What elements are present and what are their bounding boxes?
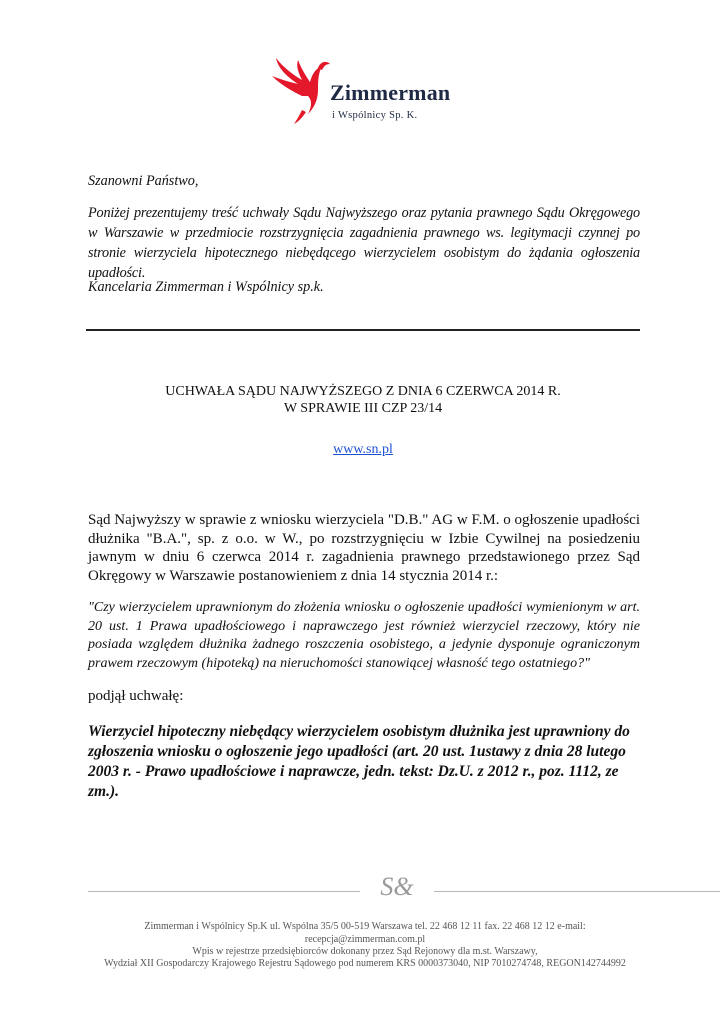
- footer-divider-right: [434, 891, 720, 892]
- legal-question: "Czy wierzycielem uprawnionym do złożenia wniosku o ogłoszenie upadłości wymienionym w art. 20 ust. 1 Prawa upadłościowego i naprawczego jest również wierzyciel rzeczowy, który nie posiada względem dłużnika żadnego roszczenia osobistego, a jedynie dysponuje ograniczonym prawem rzeczowym (hipoteką) na nieruchomości stanowiącej własność tego ostatniego?": [88, 600, 640, 671]
- footer-divider-left: [88, 891, 360, 892]
- intro-paragraph: Poniżej prezentujemy treść uchwały Sądu Najwyższego oraz pytania prawnego Sądu Okręgowego w Warszawie w przedmiocie rozstrzygnięcia zagadnienia prawnego ws. legitymacji czynnej po stronie wierzyciela hipotecznego niebędącego wierzycielem osobistym do żądania ogłoszenia upadłości.: [88, 205, 640, 281]
- logo-brand-name: Zimmerman: [330, 80, 451, 105]
- resolution-title: UCHWAŁA SĄDU NAJWYŻSZEGO Z DNIA 6 CZERWCA 2014 R.: [165, 384, 561, 399]
- footer-address: Zimmerman i Wspólnicy Sp.K ul. Wspólna 35/5 00-519 Warszawa tel. 22 468 12 11 fax. 22 468 12 12 e-mail:: [144, 921, 586, 932]
- link-wrapper: [86, 440, 640, 458]
- footer-registry-line1: Wpis w rejestrze przedsiębiorców dokonany przez Sąd Rejonowy dla m.st. Warszawy,: [192, 946, 538, 957]
- footer-monogram: S&: [380, 872, 414, 901]
- resolution-text: Wierzyciel hipoteczny niebędący wierzycielem osobistym dłużnika jest uprawniony do zgłoszenia wniosku o ogłoszenie jego upadłości (art. 20 ust. 1ustawy z dnia 28 lutego 2003 r. - Prawo upadłościowe i naprawcze, jedn. tekst: Dz.U. z 2012 r., poz. 1112, ze zm.).: [88, 723, 630, 800]
- divider: [86, 329, 640, 331]
- resolved-label: podjął uchwałę:: [88, 688, 184, 704]
- logo-tagline: i Wspólnicy Sp. K.: [332, 110, 418, 121]
- footer-email: recepcja@zimmerman.com.pl: [304, 934, 426, 945]
- phoenix-bird-icon: [268, 56, 334, 126]
- footer-registry-line2: Wydział XII Gospodarczy Krajowego Rejestru Sądowego pod numerem KRS 0000373040, NIP 7010274748, REGON142744992: [104, 958, 626, 969]
- case-number: W SPRAWIE III CZP 23/14: [283, 401, 443, 416]
- greeting: Szanowni Państwo,: [88, 173, 199, 189]
- signature: Kancelaria Zimmerman i Wspólnicy sp.k.: [88, 279, 324, 295]
- court-statement: Sąd Najwyższy w sprawie z wniosku wierzyciela "D.B." AG w F.M. o ogłoszenie upadłości dłużnika "B.A.", sp. z o.o. w W., po rozstrzygnięciu w Izbie Cywilnej na posiedzeniu jawnym w dniu 6 czerwca 2014 r. zagadnienia prawnego przedstawionego przez Sąd Okręgowy w Warszawie postanowieniem z dnia 14 stycznia 2014 r.:: [88, 512, 640, 584]
- sn-website-link[interactable]: www.sn.pl: [333, 442, 393, 457]
- company-logo: [268, 56, 468, 126]
